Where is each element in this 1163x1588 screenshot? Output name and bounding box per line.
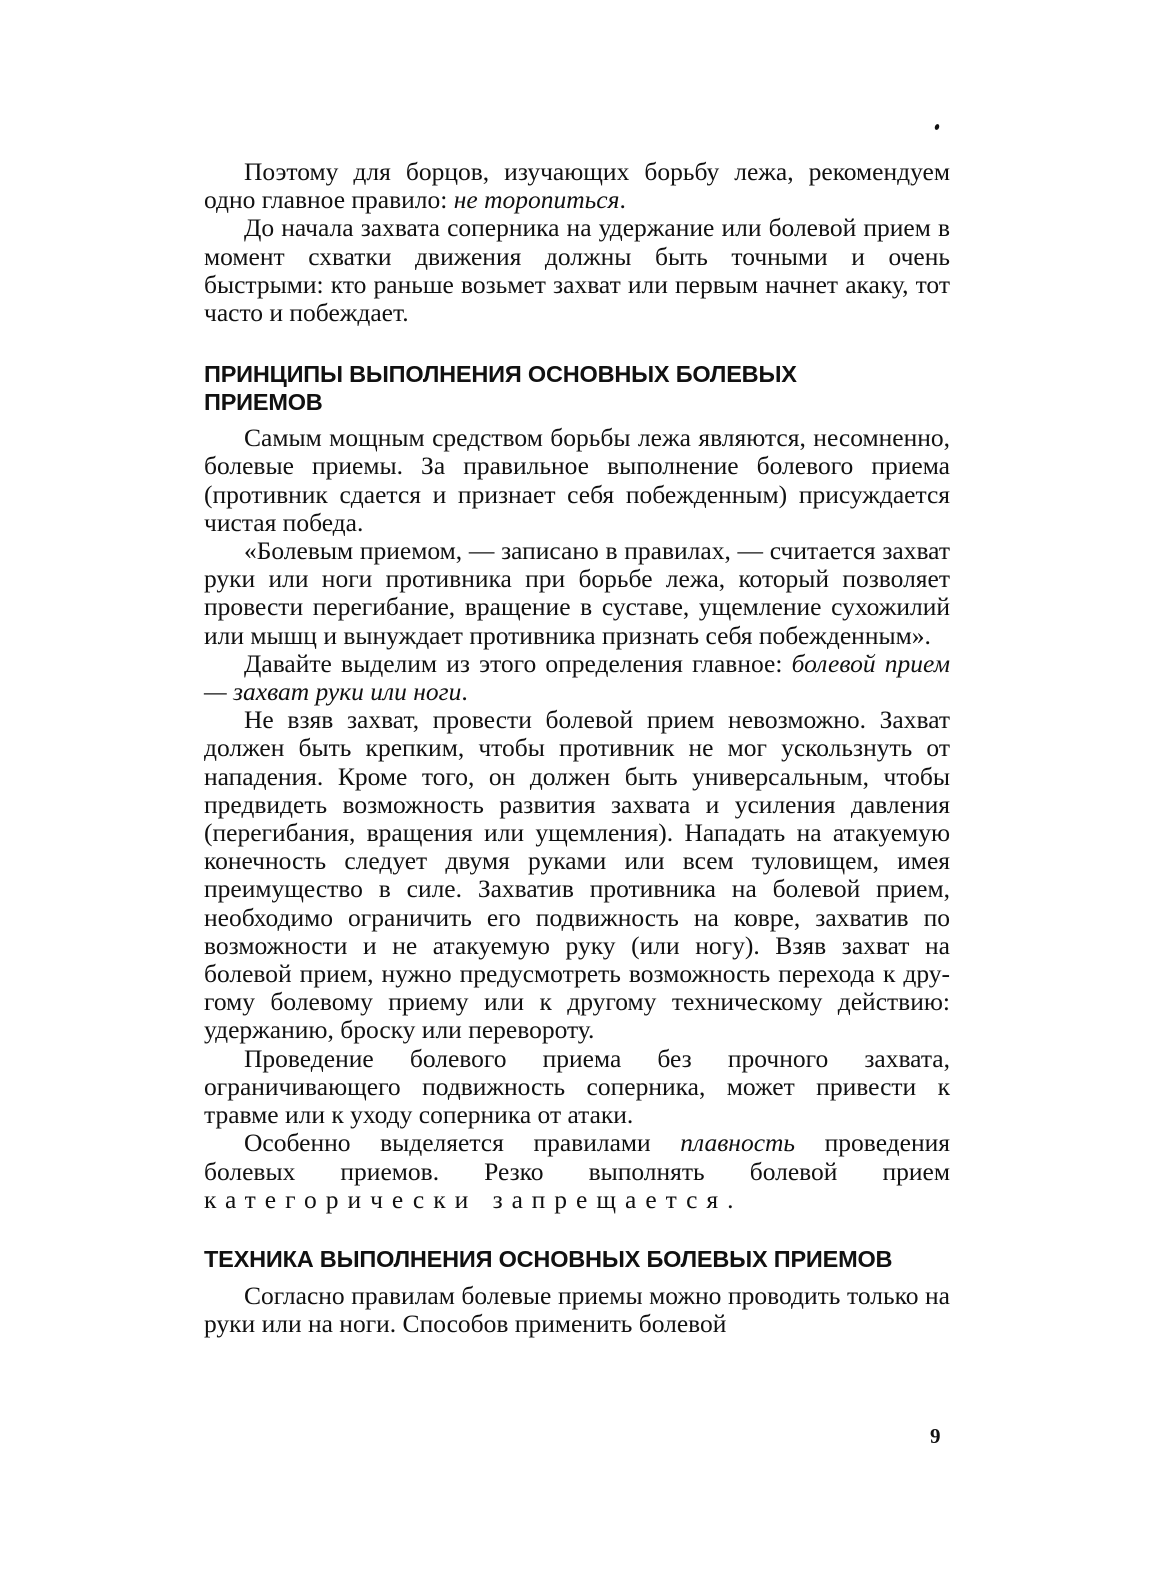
paragraph-text: проведения болевых приемов. Резко выполнять болевой прием (204, 1128, 950, 1186)
paragraph-smoothness (204, 1129, 950, 1214)
paragraph-text: . (619, 185, 626, 215)
page-body (204, 158, 950, 1338)
paragraph-rules-quote: «Болевым приемом, — записано в правилах, — считается захват руки или ноги противника при борьбе лежа, который позволяет провести перегибание, вращение в суставе, ущемление сухожилий или мышц и вынуждает противника признать себя побежденным». (204, 536, 950, 650)
paragraph-text: Давайте выделим из этого определения главное: (244, 648, 792, 678)
spaced-emphasis-text: категорически запрещается (204, 1184, 728, 1214)
emphasis-text: болевой прием — захват руки или ноги (204, 648, 950, 707)
paragraph-no-hurry (204, 158, 950, 214)
paragraph-text: Особенно выделяется правилами (244, 1128, 681, 1158)
stray-dot-mark (934, 123, 940, 130)
paragraph-text: . (461, 677, 468, 707)
paragraph-text: . (727, 1184, 734, 1214)
paragraph-definition (204, 650, 950, 706)
paragraph-injury: Проведение болевого приема без прочного захвата, ограничивающего подвижность соперника, может привести к травме или к уходу соперника от атаки. (204, 1043, 950, 1130)
section-heading-technique: ТЕХНИКА ВЫПОЛНЕНИЯ ОСНОВНЫХ БОЛЕВЫХ ПРИЕМОВ (204, 1245, 893, 1272)
emphasis-text: плавность (680, 1128, 796, 1158)
paragraph-painful-holds: Самым мощным средством борьбы лежа являются, несомненно, болевые приемы. За правильное выполнение болевого приема (противник сдается и признает себя побежденным) присуждается чистая победа. (204, 423, 950, 537)
emphasis-text: не торопиться (453, 185, 620, 215)
paragraph-text: Поэтому для борцов, изучающих борьбу лежа, рекомендуем одно главное правило: (204, 157, 950, 215)
paragraph-rules-limbs: Согласно правилам болевые приемы можно проводить только на руки или на ноги. Способов применить болевой (204, 1280, 950, 1339)
paragraph-precision: До начала захвата соперника на удержание или болевой прием в момент схватки движения должны быть точными и очень быстрыми: кто раньше возьмет захват или первым начнет акаку, тот часто и побеждает. (204, 213, 950, 328)
section-heading-principles: ПРИНЦИПЫ ВЫПОЛНЕНИЯ ОСНОВНЫХ БОЛЕВЫХ ПРИЕМОВ (204, 361, 797, 416)
page-number: 9 (930, 1424, 941, 1448)
paragraph-grip: Не взяв захват, провести болевой прием невозможно. Захват должен быть крепким, чтобы противник не мог ускользнуть от нападения. Кроме того, он должен быть универсальным, чтобы предвидеть возможность развития захвата и усиления давления (перегибания, вращения или ущемления). Нападать на атакуемую конечность следует двумя руками или всем туловищем, имея преимущество в силе. Захватив противника на болевой прием, необходимо ограничить его подвижность на ковре, захватив по возможности и не атакуемую руку (или ногу). Взяв захват на болевой прием, нужно предусмотреть возможность перехода к другому болевому приему или к другому техническому действию: удержанию, броску или перевороту. (204, 705, 950, 1045)
